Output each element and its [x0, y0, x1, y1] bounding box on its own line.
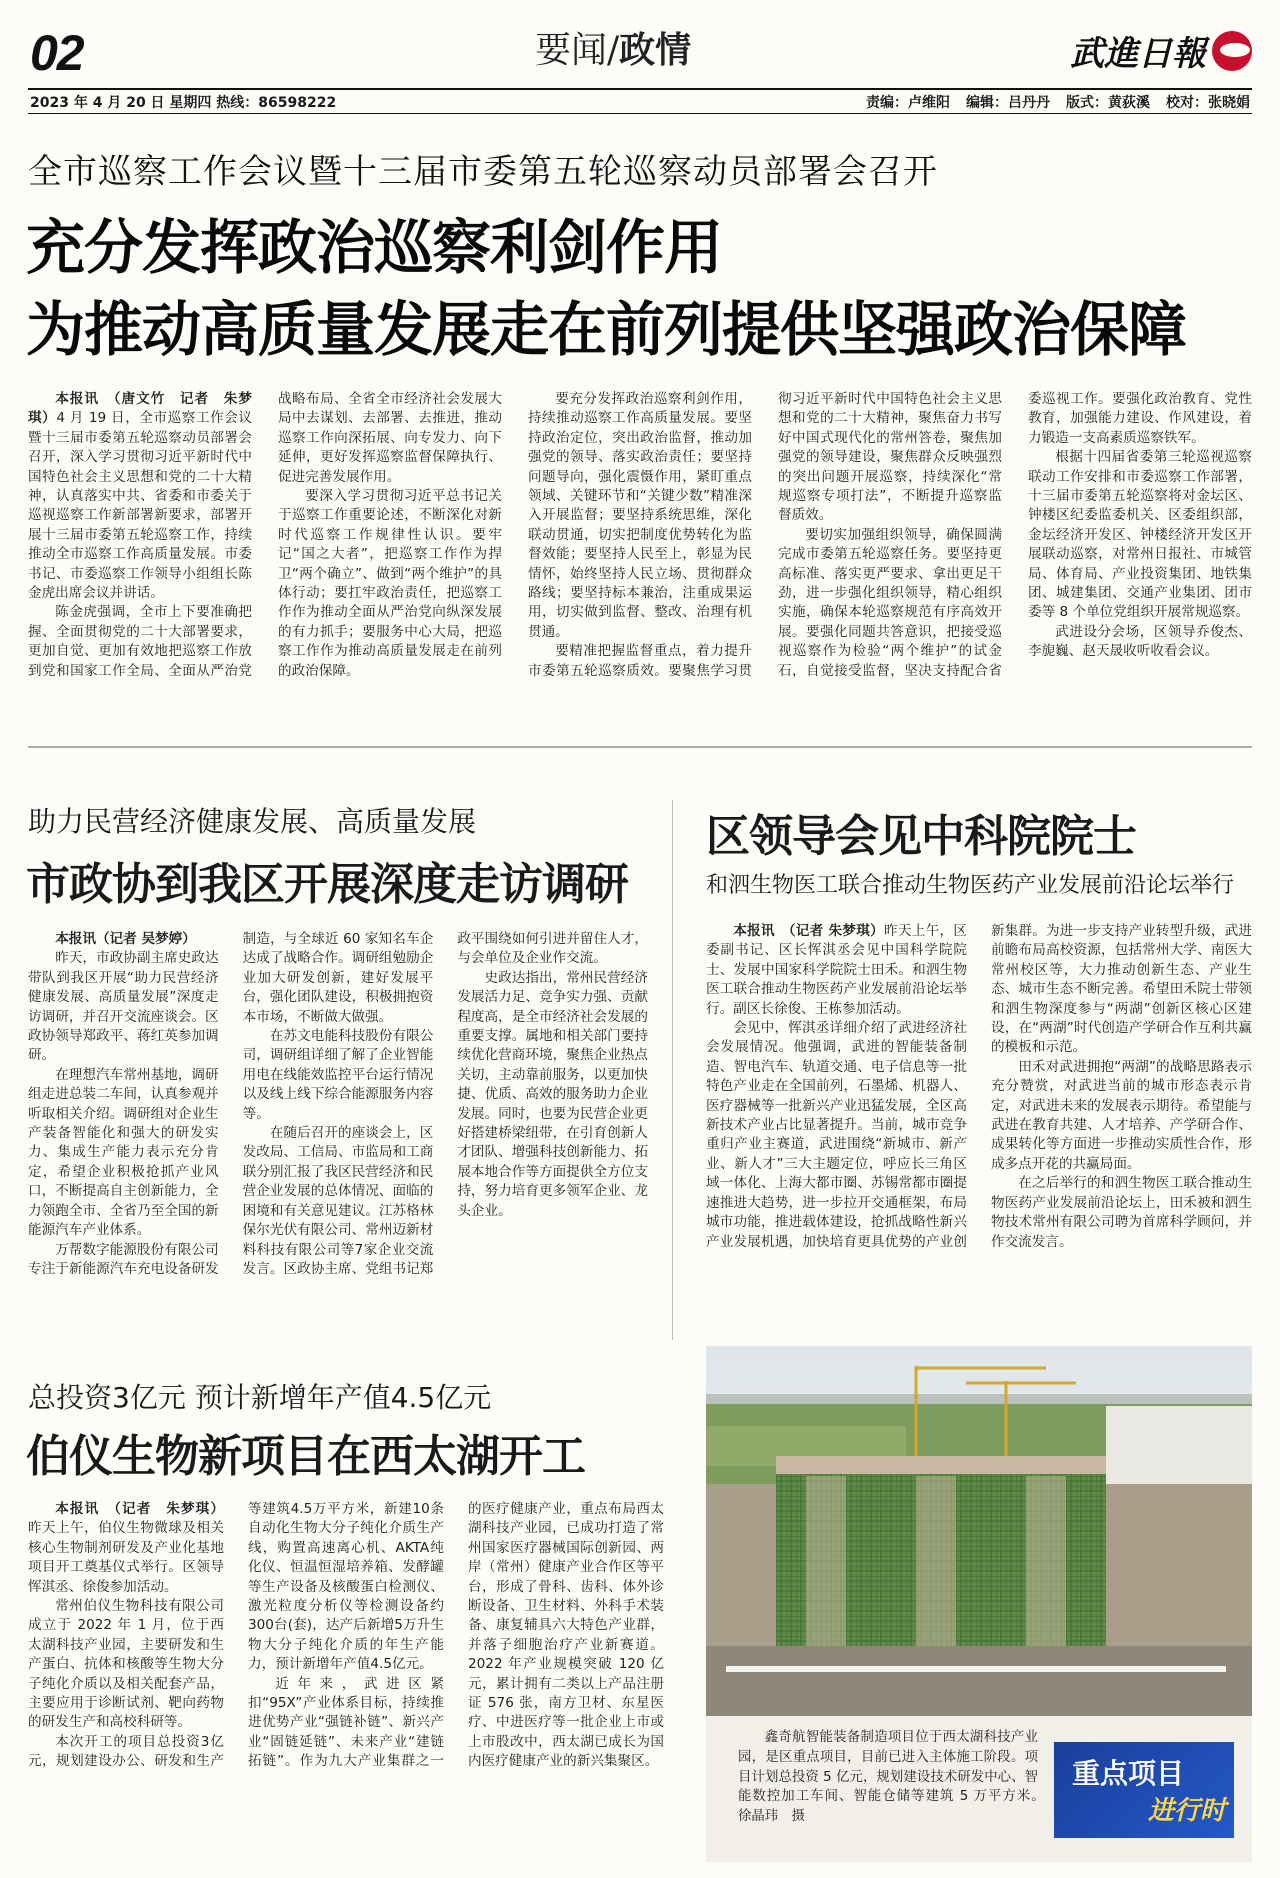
- construction-site-photo: [706, 1346, 1252, 1716]
- article-paragraph: 常州伯仪生物科技有限公司成立于 2022 年 1 月，位于西太湖科技产业园，主要研发和生产蛋白、抗体和核酸等生物大分子纯化介质以及相关配套产品，主要应用于诊断试剂、靶向药物的研发生产和高校科研等。: [28, 1598, 224, 1731]
- article-paragraph: 根据十四届省委第三轮巡视巡察联动工作安排和市委巡察工作部署，十三届市委第五轮巡察将对金坛区、钟楼区纪委监委机关、区委组织部，金坛经济开发区、钟楼经济开发区开展联动巡察，对常州日报社、市城管局、体育局、产业投资集团、地铁集团、城建集团、交通产业集团、团市委等 8 个单位党组织开展常规巡察。: [1028, 449, 1252, 621]
- article-paragraph: 田禾对武进拥抱“两湖”的战略思路表示充分赞赏，对武进当前的城市形态表示肯定，对武进未来的发展表示期待。希望能与武进在教育共建、人才培养、产学研合作、成果转化等方面进一步推动实质性合作，形成多点开花的共赢局面。: [991, 1058, 1252, 1172]
- byline: 本报讯 （记者 朱梦琪）: [55, 1501, 224, 1517]
- section-main: 政情: [619, 30, 692, 71]
- article-paragraph: [28, 930, 219, 949]
- lead-headline-1: 充分发挥政治巡察利剑作用: [26, 213, 723, 282]
- layout-editor: 版式：黄荻溪: [1066, 95, 1150, 111]
- badge-subtitle: 进行时: [1148, 1796, 1227, 1826]
- column-divider: [672, 800, 673, 1340]
- article-paragraph: 要充分发挥政治巡察利剑作用，持续推动巡察工作高质量发展。要坚持政治定位，突出政治监督，推动加强党的领导、落实政治责任；要坚持问题导向，强化震慑作用，紧盯重点领域、关键环节和“关键少数”精准深入开展监督；要坚持系统思维，深化联动贯通，切实把制度优势转化为监督效能；要坚持人民至上，彰显为民情怀，始终坚持人民立场、贯彻群众路线；要坚持标本兼治，注重成果运用，切实做到监督、整改、治理有机贯通。: [528, 391, 752, 640]
- badge-title: 重点项目: [1072, 1757, 1185, 1790]
- article-paragraph: 在理想汽车常州基地，调研组走进总装二车间，认真参观并听取相关介绍。调研组对企业生产装备智能化和强大的研发实力、集成生产能力表示充分肯定，希望企业积极抢抓产业风口，不断提高自主创新能力，全力领跑全市、全省乃至全国的新能源汽车产业体系。: [28, 1066, 219, 1239]
- byline: 本报讯 （唐文竹 记者 朱梦琪）: [28, 391, 252, 427]
- story4-body: [28, 1500, 664, 1860]
- article-paragraph: 本报讯 （记者 朱梦琪）昨天上午，伯仪生物微球及相关核心生物制剂研发及产业化基地项目开工奠基仪式举行。区领导恽淇丞、徐俊参加活动。: [28, 1501, 224, 1595]
- article-paragraph: 在之后举行的和泗生物医工联合推动生物医药产业发展前沿论坛上，田禾被和泗生物技术常州有限公司聘为首席科学顾问，并作交流发言。: [991, 1175, 1252, 1250]
- editor-credits: [850, 92, 1250, 112]
- article-paragraph: 在苏文电能科技股份有限公司，调研组详细了解了企业智能用电在线能效监控平台运行情况以及线上线下综合能源服务内容等。: [242, 1028, 434, 1122]
- article-paragraph: 近年来，武进区紧扣“95X”产业体系目标，持续推进优势产业“强链补链”、新兴产业“固链延链”、未来产业“建链拓链”。作为九大产业集群之一的医疗健康产业，重点布局西太湖科技产业园，已成功打造了常州国家医疗器械国际创新园、两岸（常州）健康产业合作区等平台，形成了骨科、齿科、体外诊断设备、卫生材料、外科手术装备、康复辅具六大特色产业群，并落子细胞治疗产业新赛道。2022 年产业规模突破 120 亿元，累计拥有二类以上产品注册证 576 张，南方卫材、东星医疗、中进医疗等一批企业上市或上市股改中，西太湖已成长为国内医疗健康产业的新兴集聚区。: [248, 1501, 664, 1770]
- construction-site-illustration: [706, 1346, 1252, 1716]
- article-paragraph: 本报讯 （唐文竹 记者 朱梦琪）4 月 19 日，全市巡察工作会议暨十三届市委第五轮巡察动员部署会召开，深入学习贯彻习近平新时代中国特色社会主义思想和党的二十大精神，认真落实中共、省委和市委关于巡视巡察工作新部署新要求，部署开展十三届市委第五轮巡察工作，持续推动全市巡察工作高质量发展。市委书记、市委巡察工作领导小组组长陈金虎出席会议并讲话。: [28, 391, 252, 602]
- article-paragraph: 要精准把握监督重点，着力提升市委第五轮巡察质效。要聚焦学习贯彻习近平新时代中国特色社会主义思想和党的二十大精神，聚焦奋力书写好中国式现代化的常州答卷，聚焦加强党的领导建设，聚焦群众反映强烈的突出问题开展巡察，持续深化“常规巡察专项打法”，不断提升巡察监督质效。: [528, 391, 1002, 679]
- story3-body: [706, 922, 1252, 1322]
- article-paragraph: 武进设分会场，区领导乔俊杰、李旎巍、赵天晟收听收看会议。: [1028, 623, 1252, 660]
- page-number: 02: [30, 25, 84, 81]
- story4-headline: 伯仪生物新项目在西太湖开工: [26, 1431, 585, 1482]
- logo-emblem-icon: [1212, 31, 1252, 71]
- article-paragraph: 史政达指出，常州民营经济发展活力足、竞争实力强、贡献程度高，是全市经济社会发展的重要支撑。属地和相关部门要持续优化营商环境，聚焦企业热点关切，主动靠前服务，以更加快捷、优质、高效的服务助力企业发展。同时，也要为民营企业更好搭建桥梁纽带，在引育创新人才团队、增强科技创新能力、拓展本地合作等方面提供全方位支持，努力培育更多领军企业、龙头企业。: [457, 969, 648, 1219]
- story2-headline: 市政协到我区开展深度走访调研: [26, 859, 628, 910]
- dateline-rule: [28, 113, 1252, 114]
- article-paragraph: 本次开工的项目总投资3亿元，规划建设办公、研发和生产等建筑4.5万平方米，新建10条自动化生物大分子纯化介质生产线，购置高速离心机、AKTA纯化仪、恒温恒湿培养箱、发酵罐等生产设备及核酸蛋白检测仪、激光粒度分析仪等检测设备约300台(套)，达产后新增5万升生物大分子纯化介质的年生产能力，预计新增年产值4.5亿元。: [28, 1501, 444, 1770]
- article-paragraph: 要深入学习贯彻习近平总书记关于巡察工作重要论述，不断深化对新时代巡察工作规律性认识。要牢记“国之大者”，把巡察工作作为捍卫“两个确立”、做到“两个维护”的具体行动；要扛牢政治责任，把巡察工作作为推动全面从严治党向纵深发展的有力抓手；要服务中心大局，把巡察工作作为推动高质量发展走在前列的政治保障。: [278, 488, 502, 679]
- byline: 本报讯（记者 吴梦婷）: [55, 931, 196, 947]
- article-paragraph: 万帮数字能源股份有限公司专注于新能源汽车充电设备研发制造，与全球近 60 家知名车企达成了战略合作。调研组勉励企业加大研发创新，建好发展平台，强化团队建设，积极拥抱资本市场，不断做大做强。: [28, 931, 434, 1277]
- section-title: [535, 22, 691, 73]
- section-prefix: 要闻/: [535, 30, 620, 71]
- duty-editor: 责编：卢维阳: [866, 95, 950, 111]
- story3-headline: 区领导会见中科院院士: [706, 811, 1136, 862]
- article-paragraph: 在随后召开的座谈会上，区发改局、工信局、市监局和工商联分别汇报了我区民营经济和民营企业发展的总体情况、面临的困境和有关意见建议。江苏格林保尔光伏有限公司、常州迈新材料科技有限公司等7家企业交流发言。区政协主席、党组书记郑政平围绕如何引进并留住人才，与会单位及企业作交流。: [242, 931, 648, 1277]
- editor: 编辑：吕丹丹: [966, 95, 1050, 111]
- byline: 本报讯 （记者 朱梦琪）: [733, 923, 885, 939]
- lead-kicker: 全市巡察工作会议暨十三届市委第五轮巡察动员部署会召开: [28, 152, 938, 192]
- masthead-rule: [28, 88, 1252, 90]
- article-paragraph: 要切实加强组织领导，确保圆满完成市委第五轮巡察任务。要坚持更高标准、落实更严要求、拿出更足干劲，进一步强化组织领导，精心组织实施，确保本轮巡察规范有序高效开展。要强化同题共答意识，把接受巡视巡察作为检验“两个维护”的试金石，自觉接受监督，坚决支持配合省委巡视工作。要强化政治教育、党性教育，加强能力建设、作风建设，着力锻造一支高素质巡察铁军。: [778, 391, 1252, 679]
- photo-caption: 鑫奇航智能装备制造项目位于西太湖科技产业园，是区重点项目，目前已进入主体施工阶段。项目计划总投资 5 亿元，规划建设技术研发中心、智能数控加工车间、智能仓储等建筑 5 万平方米。 徐晶玮 摄: [738, 1730, 1038, 1825]
- article-paragraph: 本报讯 （记者 朱梦琪）昨天上午，区委副书记、区长恽淇丞会见中国科学院院士、发展中国家科学院院士田禾。和泗生物医工联合推动生物医药产业发展前沿论坛举行。副区长徐俊、王栋参加活动。: [706, 923, 967, 1017]
- story2-kicker: 助力民营经济健康发展、高质量发展: [28, 805, 477, 838]
- logo-text: 武進日報: [1070, 34, 1206, 74]
- newspaper-logo: [1070, 26, 1252, 75]
- lead-article-body: [28, 390, 1252, 730]
- story2-body: [28, 930, 648, 1330]
- lead-headline-2: 为推动高质量发展走在前列提供坚强政治保障: [26, 295, 1187, 364]
- article-paragraph: 昨天，市政协副主席史政达带队到我区开展“助力民营经济健康发展、高质量发展”深度走访调研，并召开交流座谈会。区政协领导郑政平、蒋红英参加调研。: [28, 950, 219, 1064]
- section-divider: [28, 746, 1252, 748]
- dateline: 2023 年 4 月 20 日 星期四 热线：86598222: [30, 95, 337, 111]
- proofreader: 校对：张晓娟: [1166, 95, 1250, 111]
- article-paragraph: 会见中，恽淇丞详细介绍了武进经济社会发展情况。他强调，武进的智能装备制造、智电汽车、轨道交通、电子信息等一批特色产业走在全国前列，石墨烯、机器人、医疗器械等一批新兴产业迅猛发展，全区高新技术产业占比显著提升。当前，城市竞争重归产业主赛道，武进围绕“新城市、新产业、新人才”三大主题定位，呼应长三角区域一体化、上海大都市圈、苏锡常都市圈提速推进大趋势，进一步拉开交通框架，布局城市功能，推进载体建设，抢抓战略性新兴产业发展机遇，加快培育更具优势的产业创新集群。为进一步支持产业转型升级，武进前瞻布局高校资源，包括常州大学、南医大常州校区等，大力推动创新生态、产业生态、城市生态不断完善。希望田禾院士带领和泗生物深度参与“两湖”创新区核心区建设，在“两湖”时代创造产学研合作互利共赢的模板和示范。: [706, 923, 1252, 1250]
- story4-kicker: 总投资3亿元 预计新增年产值4.5亿元: [28, 1381, 492, 1414]
- photo-credit: 徐晶玮 摄: [738, 1809, 805, 1825]
- article-paragraph: 陈金虎强调，全市上下要准确把握、全面贯彻党的二十大部署要求，更加自觉、更加有效地把巡察工作放到党和国家工作全局、全面从严治党战略布局、全省全市经济社会发展大局中去谋划、去部署、去推进，推动巡察工作向深拓展、向专发力、向下延伸，更好发挥巡察监督保障执行、促进完善发展作用。: [28, 391, 502, 679]
- story3-subhead: 和泗生物医工联合推动生物医药产业发展前沿论坛举行: [706, 873, 1235, 898]
